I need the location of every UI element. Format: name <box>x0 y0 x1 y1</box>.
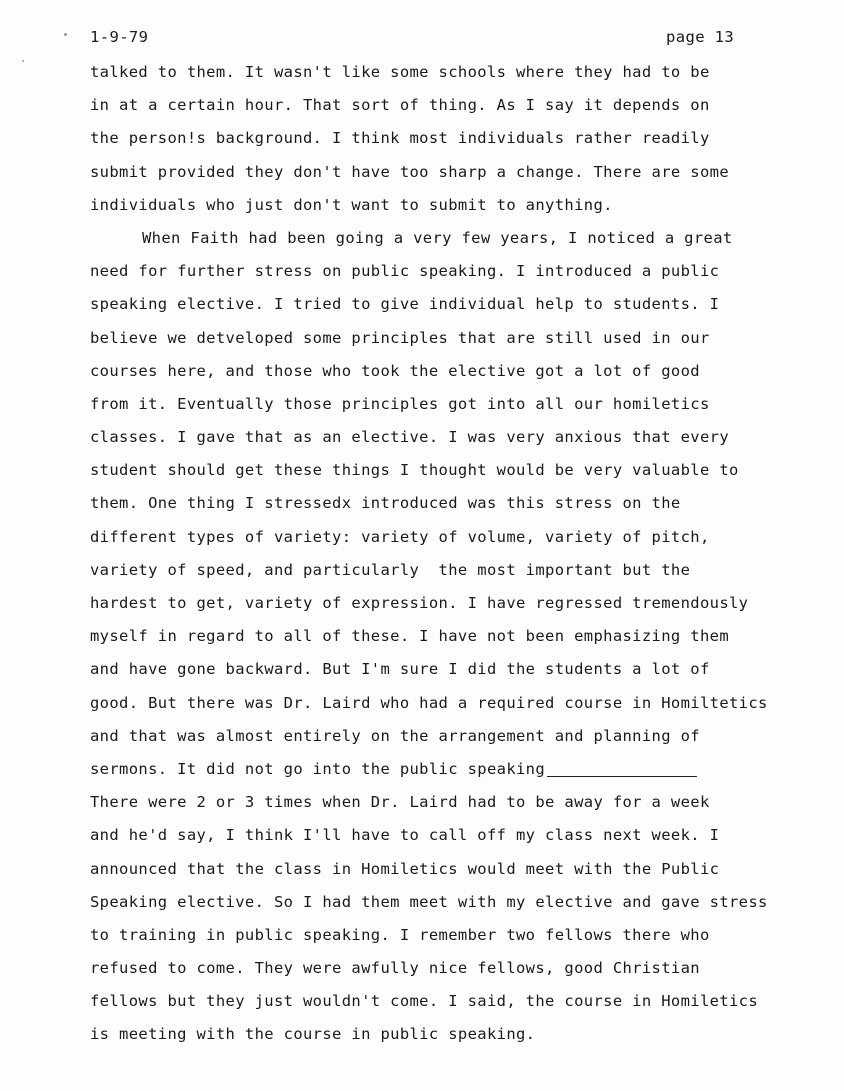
text-line <box>90 819 830 852</box>
text-line <box>90 554 830 587</box>
text-line <box>90 952 830 985</box>
text-line <box>90 1018 830 1051</box>
text-line <box>90 687 830 720</box>
text-line-content: different types of variety: variety of volume, variety of pitch, <box>90 527 710 546</box>
text-line <box>90 355 830 388</box>
text-line <box>90 222 830 255</box>
text-line-content: good. But there was Dr. Laird who had a required course in Homiltetics <box>90 693 768 712</box>
text-line-content: believe we detveloped some principles that are still used in our <box>90 328 710 347</box>
text-line-content: and have gone backward. But I'm sure I did the students a lot of <box>90 660 710 679</box>
text-line-content: need for further stress on public speaking. I introduced a public <box>90 262 720 281</box>
text-line <box>90 753 830 786</box>
margin-speck <box>22 60 24 62</box>
text-line-content: sermons. It did not go into the public speaking <box>90 759 546 778</box>
text-line <box>90 786 830 819</box>
text-line-content: the person!s background. I think most individuals rather readily <box>90 129 710 148</box>
body-text <box>90 56 830 1052</box>
page-number: page 13 <box>666 28 735 46</box>
text-line-content: talked to them. It wasn't like some schools where they had to be <box>90 63 710 81</box>
text-line-content: speaking elective. I tried to give individual help to students. I <box>90 295 720 314</box>
text-line-content: Speaking elective. So I had them meet with my elective and gave stress <box>90 892 768 911</box>
text-line <box>90 720 830 753</box>
text-line <box>90 487 830 520</box>
text-line <box>90 288 830 321</box>
text-line-content: and that was almost entirely on the arrangement and planning of <box>90 726 700 745</box>
text-line <box>90 587 830 620</box>
text-line <box>90 421 830 454</box>
text-line <box>90 156 830 189</box>
text-line-content: is meeting with the course in public speaking. <box>90 1025 536 1044</box>
text-line <box>90 853 830 886</box>
text-line-content: When Faith had been going a very few years, I noticed a great <box>142 228 733 247</box>
text-line-content: in at a certain hour. That sort of thing. As I say it depends on <box>90 96 710 115</box>
text-line <box>90 122 830 155</box>
text-line <box>90 189 830 222</box>
header-date: 1-9-79 <box>90 28 149 46</box>
text-line <box>90 620 830 653</box>
text-line-content: variety of speed, and particularly the most important but the <box>90 560 691 579</box>
text-line-content: and he'd say, I think I'll have to call off my class next week. I <box>90 826 720 845</box>
text-line <box>90 89 830 122</box>
text-line <box>90 521 830 554</box>
text-line-content: There were 2 or 3 times when Dr. Laird had to be away for a week <box>90 793 710 812</box>
text-line <box>90 255 830 288</box>
text-line <box>90 322 830 355</box>
text-line-content: myself in regard to all of these. I have not been emphasizing them <box>90 627 729 646</box>
text-line-content: refused to come. They were awfully nice fellows, good Christian <box>90 959 700 978</box>
text-line-content: hardest to get, variety of expression. I have regressed tremendously <box>90 594 749 612</box>
text-line <box>90 454 830 487</box>
text-line-content: fellows but they just wouldn't come. I said, the course in Homiletics <box>90 992 759 1011</box>
text-line <box>90 919 830 952</box>
margin-speck <box>64 33 67 36</box>
blank-underline <box>547 775 697 777</box>
text-line <box>90 388 830 421</box>
text-line-content: submit provided they don't have too sharp a change. There are some <box>90 162 729 181</box>
text-line <box>90 56 830 89</box>
text-line <box>90 886 830 919</box>
text-line-content: courses here, and those who took the elective got a lot of good <box>90 361 700 380</box>
text-line-content: classes. I gave that as an elective. I was very anxious that every <box>90 428 729 447</box>
text-line-content: them. One thing I stressedx introduced was this stress on the <box>90 494 681 513</box>
text-line <box>90 985 830 1018</box>
text-line-content: to training in public speaking. I remember two fellows there who <box>90 925 710 944</box>
text-line-content: student should get these things I thought would be very valuable to <box>90 461 739 480</box>
text-line-content: individuals who just don't want to submit to anything. <box>90 195 613 214</box>
text-line <box>90 653 830 686</box>
text-line-content: announced that the class in Homiletics would meet with the Public <box>90 859 720 878</box>
text-line-content: from it. Eventually those principles got into all our homiletics <box>90 394 710 413</box>
